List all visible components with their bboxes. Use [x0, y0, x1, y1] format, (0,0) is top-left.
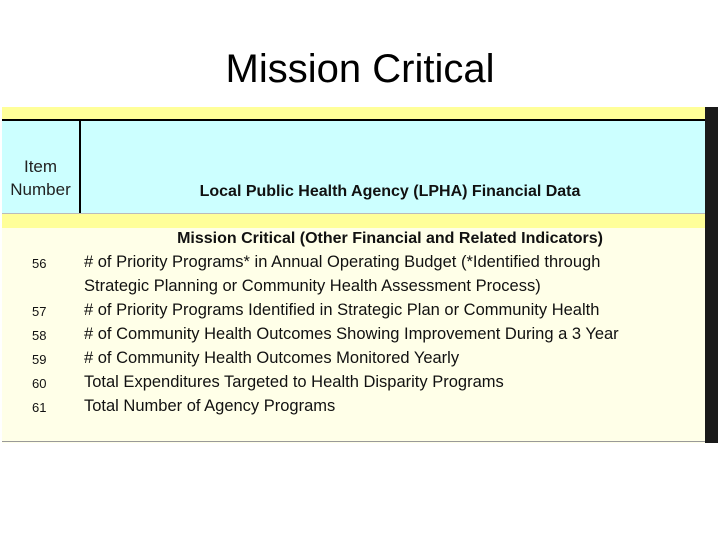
item-number: 56 — [32, 256, 47, 271]
item-description: # of Priority Programs Identified in Strategic Plan or Community Health — [84, 301, 600, 319]
header-top-strip — [2, 107, 718, 119]
sheet-right-edge — [705, 107, 718, 443]
item-number-header: Item Number — [10, 157, 71, 199]
item-number: 59 — [32, 352, 47, 367]
item-description: # of Priority Programs* in Annual Operating Budget (*Identified through — [84, 253, 601, 271]
separator-strip — [2, 213, 705, 228]
section-title: Mission Critical (Other Financial and Related Indicators) — [177, 230, 603, 247]
item-description: Total Expenditures Targeted to Health Disparity Programs — [84, 373, 504, 391]
financial-data-header: Local Public Health Agency (LPHA) Financial Data — [199, 183, 581, 200]
table-row — [2, 397, 705, 421]
column-divider — [79, 121, 81, 213]
item-description: # of Community Health Outcomes Showing Improvement During a 3 Year — [84, 325, 619, 343]
item-number: 60 — [32, 376, 47, 391]
table-row — [2, 325, 705, 349]
table-row — [2, 277, 705, 301]
item-number: 61 — [32, 400, 47, 415]
table-row — [2, 373, 705, 397]
table-row — [2, 253, 705, 277]
table-header-row — [2, 119, 718, 213]
item-number: 58 — [32, 328, 47, 343]
spreadsheet-table — [2, 107, 718, 443]
table-row — [2, 301, 705, 325]
item-description: # of Community Health Outcomes Monitored Yearly — [84, 349, 460, 367]
item-description: Total Number of Agency Programs — [84, 397, 336, 415]
item-description: Strategic Planning or Community Health Assessment Process) — [84, 277, 541, 295]
item-number: 57 — [32, 304, 47, 319]
table-row — [2, 349, 705, 373]
slide-title: Mission Critical — [225, 47, 495, 91]
table-bottom-border — [2, 441, 705, 442]
